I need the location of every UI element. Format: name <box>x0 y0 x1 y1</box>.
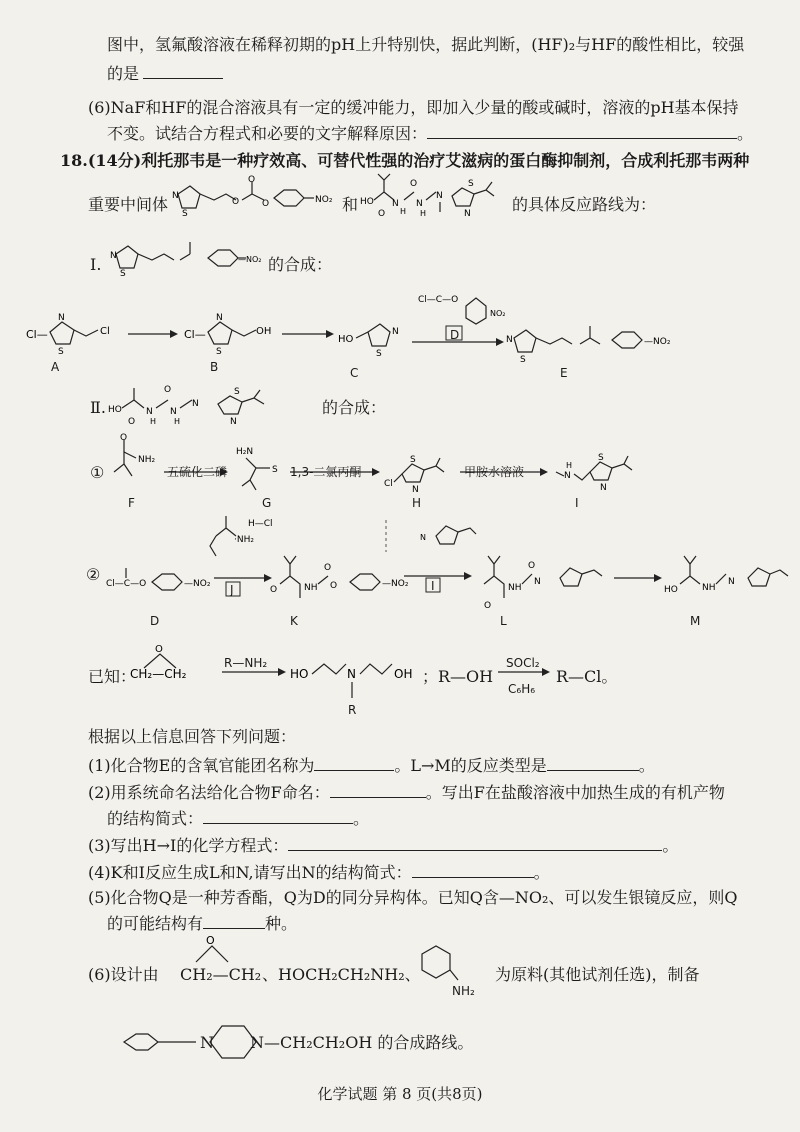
svg-text:H—Cl: H—Cl <box>248 519 273 529</box>
svg-text:O: O <box>484 601 492 611</box>
svg-text:HO: HO <box>290 667 309 681</box>
q6-epoxide-structure <box>186 934 256 964</box>
svg-text:O: O <box>528 561 536 571</box>
svg-text:—NO₂: —NO₂ <box>644 337 671 347</box>
label-k: K <box>290 614 298 628</box>
svg-text:N: N <box>412 485 419 495</box>
q6-intro-line-b: 不变。试结合方程式和必要的文字解释原因： 。 <box>107 124 754 143</box>
svg-text:S: S <box>468 179 474 189</box>
label-g: G <box>262 496 272 510</box>
answer-blank-buffer[interactable] <box>427 122 737 139</box>
intermediate-2-structure <box>360 170 510 226</box>
part2-prefix: Ⅱ. <box>90 398 106 417</box>
svg-text:HO: HO <box>338 334 354 345</box>
svg-text:O: O <box>410 179 418 189</box>
svg-text:O: O <box>155 644 163 655</box>
question-5b <box>107 912 297 935</box>
q1-text-a: (1)化合物E的含氧官能团名称为 <box>88 756 315 775</box>
answer-blank-q3[interactable] <box>288 834 662 851</box>
q2-text-a: (2)用系统命名法给化合物F命名： <box>88 783 330 802</box>
reagent-box-i: I <box>431 579 435 593</box>
q5-text-b: 的可能结构有 <box>107 914 204 933</box>
label-e: E <box>560 366 568 380</box>
answer-blank-q1-type[interactable] <box>547 754 639 771</box>
svg-text:O: O <box>378 209 386 219</box>
q1-text-c: 。 <box>638 756 655 775</box>
q18-title: 18.(14分)利托那韦是一种疗效高、可替代性强的治疗艾滋病的蛋白酶抑制剂，合成利托那韦两种 <box>60 151 750 170</box>
route2-marker: ② <box>86 565 101 584</box>
known-product: R—Cl。 <box>556 667 618 686</box>
svg-text:HO: HO <box>360 197 374 207</box>
known-label: 已知： <box>88 667 137 686</box>
label-d: D <box>150 614 160 628</box>
svg-text:NH: NH <box>304 583 318 593</box>
answer-blank-q5[interactable] <box>203 912 265 929</box>
svg-text:OH: OH <box>256 326 272 337</box>
svg-text:O: O <box>120 433 128 443</box>
svg-text:O: O <box>232 197 240 207</box>
label-f: F <box>128 496 135 510</box>
svg-text:N: N <box>172 191 179 201</box>
svg-text:H: H <box>174 417 181 426</box>
svg-text:N: N <box>146 407 153 417</box>
label-m: M <box>690 614 701 628</box>
q1-text-b: 。L→M的反应类型是 <box>394 756 547 775</box>
q6-intro-text: 不变。试结合方程式和必要的文字解释原因： <box>107 124 428 143</box>
svg-text:S: S <box>182 209 188 219</box>
svg-text:NH: NH <box>702 583 716 593</box>
answer-blank-q4[interactable] <box>412 861 534 878</box>
question-2b <box>107 807 369 830</box>
answer-blank-q2-name[interactable] <box>330 781 426 798</box>
q18-intro-c: 的具体反应路线为： <box>512 195 657 214</box>
known-reagent-benzene: C₆H₆ <box>508 682 536 696</box>
svg-text:Cl—: Cl— <box>184 328 206 341</box>
svg-text:S: S <box>376 349 382 359</box>
question-6-text-d: N—CH₂CH₂OH 的合成路线。 <box>250 1033 474 1052</box>
svg-text:O: O <box>164 385 172 395</box>
known-r: R <box>348 703 357 717</box>
svg-text:S: S <box>598 453 604 463</box>
intro-line-2-text: 的是 <box>107 64 140 83</box>
q6-target-n: N <box>200 1033 214 1052</box>
svg-text:NO₂: NO₂ <box>315 195 333 205</box>
svg-text:O: O <box>262 199 270 209</box>
intro-line-1: 图中，氢氟酸溶液在稀释初期的pH上升特别快，据此判断，(HF)₂与HF的酸性相比，较强 <box>107 35 745 54</box>
part2-target-structure <box>108 378 318 434</box>
q6-epoxide-formula: CH₂—CH₂ <box>180 965 262 984</box>
svg-text:S: S <box>120 269 126 279</box>
svg-text:H: H <box>150 417 157 426</box>
svg-text:O: O <box>330 581 338 591</box>
question-6-text-c: 为原料(其他试剂任选)，制备 <box>495 965 700 984</box>
svg-text:S: S <box>272 465 278 475</box>
question-6-text-b: 、HOCH₂CH₂NH₂、 <box>262 965 421 984</box>
question-5a: (5)化合物Q是一种芳香酯，Q为D的同分异构体。已知Q含—NO₂、可以发生银镜反应，则Q <box>88 888 738 907</box>
svg-text:N: N <box>58 313 65 323</box>
svg-text:—NO₂: —NO₂ <box>238 255 262 264</box>
question-3 <box>88 834 678 857</box>
svg-text:N: N <box>436 191 443 201</box>
answer-blank-q1-group[interactable] <box>314 754 394 771</box>
svg-text:O: O <box>128 417 136 427</box>
svg-text:CH₂—CH₂: CH₂—CH₂ <box>130 667 187 681</box>
svg-text:—NO₂: —NO₂ <box>382 579 409 589</box>
q2-text-c: 的结构简式： <box>107 809 204 828</box>
q6-intro-line-a: (6)NaF和HF的混合溶液具有一定的缓冲能力，即加入少量的酸或碱时，溶液的pH基本保持 <box>88 98 739 117</box>
part2-suffix: 的合成： <box>322 398 387 417</box>
reagent-box-d: D <box>450 328 460 342</box>
label-a: A <box>51 360 60 374</box>
svg-text:NH: NH <box>508 583 522 593</box>
svg-text:N: N <box>420 533 426 542</box>
svg-text:N: N <box>230 417 237 427</box>
svg-text:N: N <box>347 667 356 681</box>
label-b: B <box>210 360 219 374</box>
svg-text:Cl—C—O: Cl—C—O <box>418 295 459 305</box>
svg-text:N: N <box>110 251 117 261</box>
known-reagent-socl2: SOCl₂ <box>506 656 540 670</box>
answer-blank-hf[interactable] <box>143 62 223 79</box>
svg-text:N: N <box>416 199 423 209</box>
svg-text:NO₂: NO₂ <box>490 309 506 318</box>
questions-lead: 根据以上信息回答下列问题： <box>88 727 297 746</box>
svg-text:—NO₂: —NO₂ <box>184 579 211 589</box>
reagent-methylamine: 甲胺水溶液 <box>464 465 525 479</box>
svg-text:·NH₂: ·NH₂ <box>234 535 254 545</box>
svg-text:H: H <box>566 461 573 470</box>
svg-text:N: N <box>728 577 735 587</box>
known-reagent-amine: R—NH₂ <box>224 656 268 670</box>
q3-text: (3)写出H→I的化学方程式： <box>88 836 289 855</box>
route-d-to-m <box>104 512 794 622</box>
svg-text:O: O <box>324 563 332 573</box>
svg-text:NH₂: NH₂ <box>138 455 156 465</box>
svg-text:Cl—: Cl— <box>26 328 48 341</box>
svg-text:Cl: Cl <box>384 479 393 489</box>
svg-text:N: N <box>170 407 177 417</box>
q2-text-b: 。写出F在盐酸溶液中加热生成的有机产物 <box>425 783 725 802</box>
svg-text:OH: OH <box>394 667 413 681</box>
svg-text:N: N <box>506 335 513 345</box>
question-1 <box>88 754 655 777</box>
q3-end: 。 <box>662 836 679 855</box>
question-6-text-a: (6)设计由 <box>88 965 159 984</box>
part1-target-structure <box>108 240 262 284</box>
label-h: H <box>412 496 422 510</box>
svg-text:N: N <box>464 209 471 219</box>
svg-text:S: S <box>58 347 64 357</box>
svg-text:N: N <box>192 399 199 409</box>
route-a-to-e <box>20 292 780 372</box>
answer-blank-q2-structure[interactable] <box>203 807 353 824</box>
svg-text:O: O <box>270 585 278 595</box>
svg-text:N: N <box>534 577 541 587</box>
q4-end: 。 <box>533 863 550 882</box>
reagent-dichloroacetone: 1,3-二氯丙酮 <box>290 465 362 479</box>
svg-text:N: N <box>392 199 399 209</box>
svg-text:S: S <box>234 387 240 397</box>
svg-text:HO: HO <box>108 405 122 415</box>
part1-prefix: Ⅰ. <box>90 255 102 274</box>
svg-text:N: N <box>392 327 399 337</box>
q6-aniline-nh2: NH₂ <box>452 984 475 998</box>
svg-text:Cl—C—O: Cl—C—O <box>106 579 147 589</box>
q5-text-c: 种。 <box>265 914 298 933</box>
svg-text:Cl: Cl <box>100 326 110 337</box>
svg-text:N: N <box>564 471 571 481</box>
svg-text:H₂N: H₂N <box>236 447 254 457</box>
svg-text:HO: HO <box>664 585 678 595</box>
label-l: L <box>500 614 507 628</box>
svg-text:H: H <box>400 207 407 216</box>
reagent-box-j: J <box>230 583 234 597</box>
svg-text:O: O <box>248 175 256 185</box>
svg-text:N: N <box>216 313 223 323</box>
page-footer: 化学试题 第 8 页(共8页) <box>317 1085 483 1103</box>
question-4 <box>88 861 550 884</box>
known-epoxide-reaction <box>130 640 560 720</box>
svg-text:S: S <box>410 455 416 465</box>
svg-text:S: S <box>520 355 526 365</box>
svg-text:S: S <box>216 347 222 357</box>
intermediate-1-structure <box>170 175 340 226</box>
label-c: C <box>350 366 359 380</box>
question-2a <box>88 781 725 804</box>
q4-text: (4)K和I反应生成L和N,请写出N的结构简式： <box>88 863 412 882</box>
q2-text-d: 。 <box>353 809 370 828</box>
route1-marker: ① <box>90 463 105 482</box>
q18-intro-a: 重要中间体 <box>88 195 169 214</box>
part1-suffix: 的合成： <box>268 255 333 274</box>
svg-text:N: N <box>600 483 607 493</box>
label-i: I <box>575 496 579 510</box>
reagent-p4s10: 五硫化二磷 <box>167 465 228 479</box>
intro-line-2 <box>107 62 223 85</box>
q18-intro-b: 和 <box>342 195 359 214</box>
svg-text:H: H <box>420 209 427 218</box>
known-sep: ；R—OH <box>422 667 494 686</box>
svg-text:O: O <box>206 934 215 947</box>
